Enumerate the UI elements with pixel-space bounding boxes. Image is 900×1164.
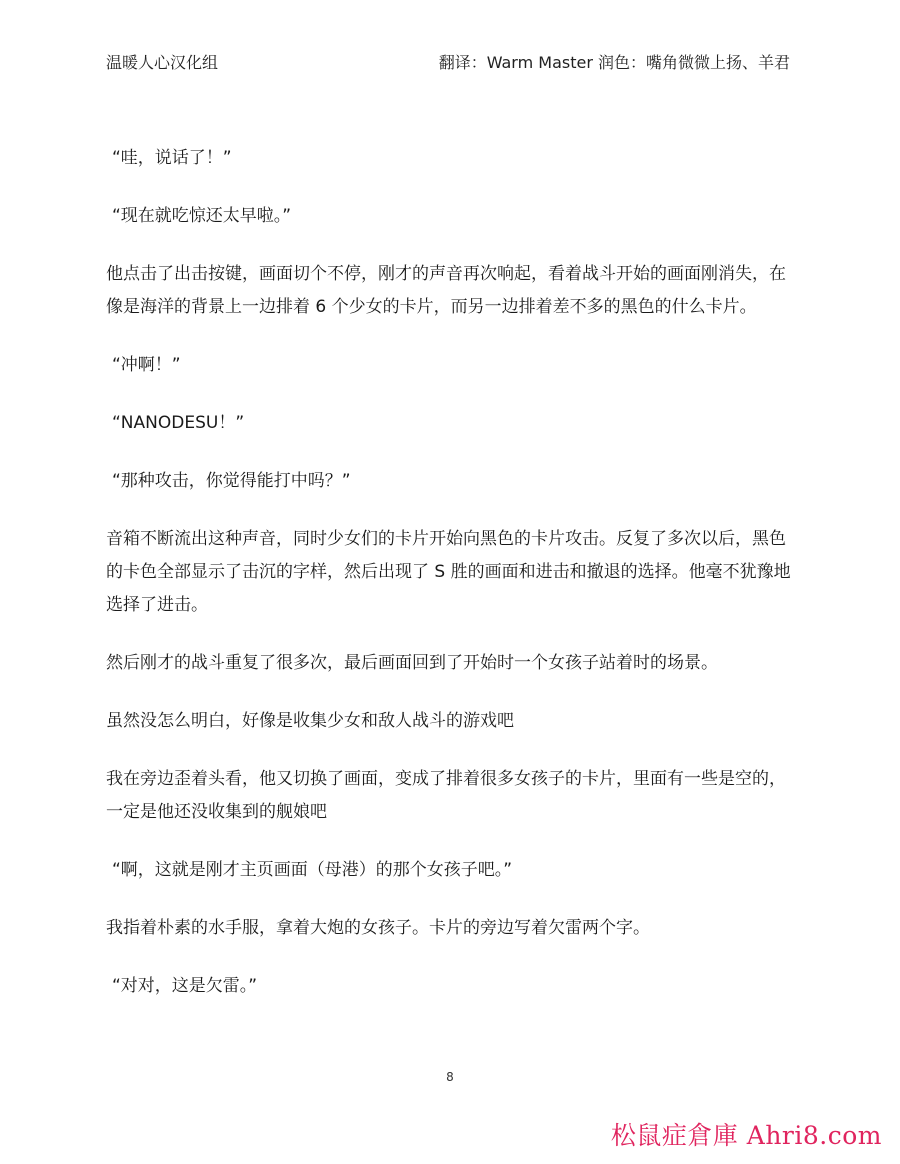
paragraph-narration: 然后刚才的战斗重复了很多次，最后画面回到了开始时一个女孩子站着时的场景。 bbox=[106, 653, 718, 673]
paragraph-narration: 我在旁边歪着头看，他又切换了画面，变成了排着很多女孩子的卡片，里面有一些是空的，一定是他还没收集到的舰娘吧 bbox=[106, 769, 786, 822]
paragraph-dialogue: “啊，这就是刚才主页画面（母港）的那个女孩子吧。” bbox=[112, 860, 513, 880]
paragraph-dialogue: “哇，说话了！” bbox=[112, 148, 232, 168]
paragraph-narration: 虽然没怎么明白，好像是收集少女和敌人战斗的游戏吧 bbox=[106, 711, 514, 731]
paragraph-dialogue: “那种攻击，你觉得能打中吗？” bbox=[112, 471, 351, 491]
paragraph-narration: 我指着朴素的水手服，拿着大炮的女孩子。卡片的旁边写着欠雷两个字。 bbox=[106, 918, 650, 938]
translation-credits: 翻译：Warm Master 润色：嘴角微微上扬、羊君 bbox=[438, 53, 790, 72]
page-number: 8 bbox=[446, 1070, 454, 1084]
paragraph-narration: 他点击了出击按键，画面切个不停，刚才的声音再次响起，看着战斗开始的画面刚消失，在像是海洋的背景上一边排着 6 个少女的卡片，而另一边排着差不多的黑色的什么卡片。 bbox=[106, 264, 786, 317]
paragraph-narration: 音箱不断流出这种声音，同时少女们的卡片开始向黑色的卡片攻击。反复了多次以后，黑色的卡色全部显示了击沉的字样，然后出现了 S 胜的画面和进击和撤退的选择。他毫不犹豫地选择了进击。 bbox=[106, 529, 791, 615]
paragraph-dialogue: “对对，这是欠雷。” bbox=[112, 976, 258, 996]
site-watermark: 松鼠症倉庫 Ahri8.com bbox=[610, 1121, 882, 1150]
paragraph-dialogue: “冲啊！” bbox=[112, 355, 181, 375]
page-header bbox=[106, 50, 790, 76]
paragraph-dialogue: “NANODESU！” bbox=[112, 413, 245, 433]
paragraph-dialogue: “现在就吃惊还太早啦。” bbox=[112, 206, 292, 226]
body-text bbox=[106, 142, 796, 1028]
translation-group-name: 温暖人心汉化组 bbox=[106, 53, 219, 72]
